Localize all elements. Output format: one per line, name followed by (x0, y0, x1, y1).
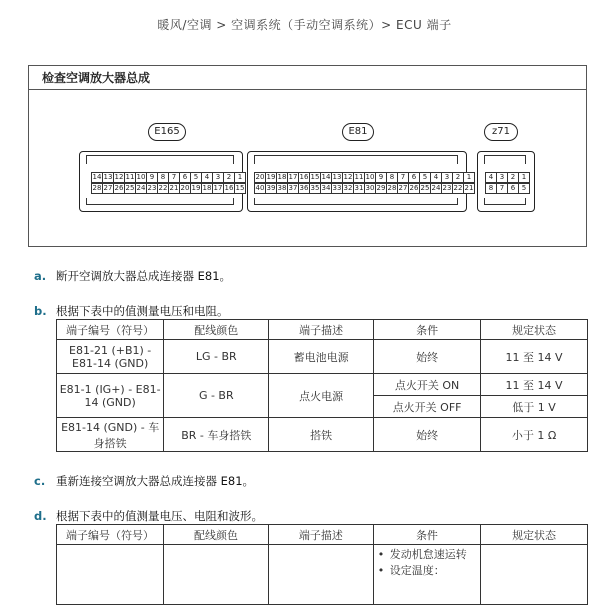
connector-pin: 1 (463, 172, 475, 183)
connector-pin: 6 (179, 172, 191, 183)
measurement-table-d (56, 524, 588, 605)
connector-pin: 7 (496, 183, 508, 194)
list-item: • 发动机怠速运转 (376, 547, 478, 563)
connector-pin: 30 (365, 184, 375, 192)
connector-pin: 18 (277, 173, 287, 181)
connector-pin: 10 (136, 173, 146, 181)
connector-pin: 25 (125, 184, 135, 192)
connector-pin: 7 (397, 172, 409, 183)
connector-pin: 36 (299, 184, 309, 192)
connector-pin: 12 (343, 173, 353, 181)
connector-pin: 17 (213, 184, 223, 192)
connector-pin: 2 (452, 172, 464, 183)
connector-pin: 23 (147, 184, 157, 192)
connector-pin: 28 (92, 184, 102, 192)
connector-z71-pin-row (485, 183, 529, 194)
connector-pin: 4 (430, 172, 442, 183)
connector-pin: 10 (365, 173, 375, 181)
connector-pin: 38 (277, 184, 287, 192)
table-row: E81-14 (GND) - 车身搭铁 BR - 车身搭铁 搭铁 始终 小于 1 Ω (57, 418, 588, 452)
list-item: • 设定温度： (376, 563, 478, 579)
connector-pin: 14 (321, 173, 331, 181)
connector-pin: 19 (266, 173, 276, 181)
connector-label-z71: z71 (484, 123, 518, 141)
connector-e165-pin-row (91, 172, 245, 183)
connector-pin: 33 (332, 184, 342, 192)
connector-pin: 26 (409, 184, 419, 192)
connector-pin: 27 (398, 184, 408, 192)
connector-pin: 12 (114, 173, 124, 181)
connector-e81-pin-row (254, 183, 474, 194)
connector-pin: 8 (485, 183, 497, 194)
connector-label-e81: E81 (342, 123, 374, 141)
connector-pin: 27 (103, 184, 113, 192)
connector-pin: 21 (464, 184, 474, 192)
connector-pin: 1 (518, 172, 530, 183)
connector-pin: 11 (354, 173, 364, 181)
connector-pin: 8 (386, 172, 398, 183)
connector-pin: 25 (420, 184, 430, 192)
connector-pin: 5 (419, 172, 431, 183)
step-b: b. 根据下表中的值测量电压和电阻。 (34, 304, 229, 318)
connector-pin: 13 (332, 173, 342, 181)
connector-pin: 28 (387, 184, 397, 192)
table-row: E81-1 (IG+) - E81-14 (GND) G - BR 点火电源 点火开关 ON 11 至 14 V (57, 374, 588, 396)
connector-pin: 9 (146, 172, 158, 183)
connector-pin: 21 (169, 184, 179, 192)
connector-pin: 31 (354, 184, 364, 192)
table-header-row: 端子编号（符号） 配线颜色 端子描述 条件 规定状态 (57, 320, 588, 340)
connector-pin: 23 (442, 184, 452, 192)
connector-pin: 3 (496, 172, 508, 183)
connector-pin: 35 (310, 184, 320, 192)
inspection-section (28, 65, 587, 247)
connector-pin: 5 (190, 172, 202, 183)
connector-pin: 20 (255, 173, 265, 181)
connector-pin: 2 (223, 172, 235, 183)
connector-pin: 20 (180, 184, 190, 192)
connector-pin: 8 (157, 172, 169, 183)
connector-e165-pin-row (91, 183, 245, 194)
connector-pin: 37 (288, 184, 298, 192)
connector-e81 (247, 151, 474, 212)
table-row (57, 545, 588, 605)
connector-pin: 6 (408, 172, 420, 183)
connector-pin: 14 (92, 173, 102, 181)
connector-pin: 11 (125, 173, 135, 181)
connector-pin: 22 (158, 184, 168, 192)
step-c: c. 重新连接空调放大器总成连接器 E81。 (34, 474, 255, 488)
connector-pin: 1 (234, 172, 246, 183)
section-title: 检查空调放大器总成 (29, 66, 586, 90)
connector-pin: 22 (453, 184, 463, 192)
connector-pin: 2 (507, 172, 519, 183)
connector-pin: 9 (375, 172, 387, 183)
connector-e81-pin-row (254, 172, 474, 183)
connector-pin: 24 (136, 184, 146, 192)
connector-pin: 4 (485, 172, 497, 183)
connector-pin: 6 (507, 183, 519, 194)
connector-label-e165: E165 (148, 123, 186, 141)
connector-pin: 34 (321, 184, 331, 192)
connector-pin: 17 (288, 173, 298, 181)
connector-pin: 26 (114, 184, 124, 192)
connector-pin: 3 (212, 172, 224, 183)
connector-pin: 19 (191, 184, 201, 192)
connector-pin: 32 (343, 184, 353, 192)
breadcrumb: 暖风/空调 > 空调系统（手动空调系统）> ECU 端子 (157, 18, 452, 32)
table-row: 点火开关 OFF 低于 1 V (57, 396, 588, 418)
step-d: d. 根据下表中的值测量电压、电阻和波形。 (34, 509, 263, 523)
connector-z71-pin-row (485, 172, 529, 183)
table-row: E81-21 (+B1) - E81-14 (GND) LG - BR 蓄电池电源 始终 11 至 14 V (57, 340, 588, 374)
step-a: a. 断开空调放大器总成连接器 E81。 (34, 269, 232, 283)
connector-pin: 18 (202, 184, 212, 192)
connector-pin: 39 (266, 184, 276, 192)
connector-pin: 13 (103, 173, 113, 181)
connector-pin: 15 (310, 173, 320, 181)
connector-pin: 3 (441, 172, 453, 183)
measurement-table-b (56, 319, 588, 452)
connector-pin: 40 (255, 184, 265, 192)
connector-e165 (79, 151, 243, 212)
connector-pin: 29 (376, 184, 386, 192)
connector-pin: 5 (518, 183, 530, 194)
connector-pin: 16 (299, 173, 309, 181)
connector-pin: 16 (224, 184, 234, 192)
connector-pin: 4 (201, 172, 213, 183)
table-header-row: 端子编号（符号） 配线颜色 端子描述 条件 规定状态 (57, 525, 588, 545)
connector-pin: 7 (168, 172, 180, 183)
connector-pin: 24 (431, 184, 441, 192)
connector-z71 (477, 151, 535, 212)
connector-pin: 15 (235, 184, 245, 192)
condition-bullets (376, 547, 478, 579)
